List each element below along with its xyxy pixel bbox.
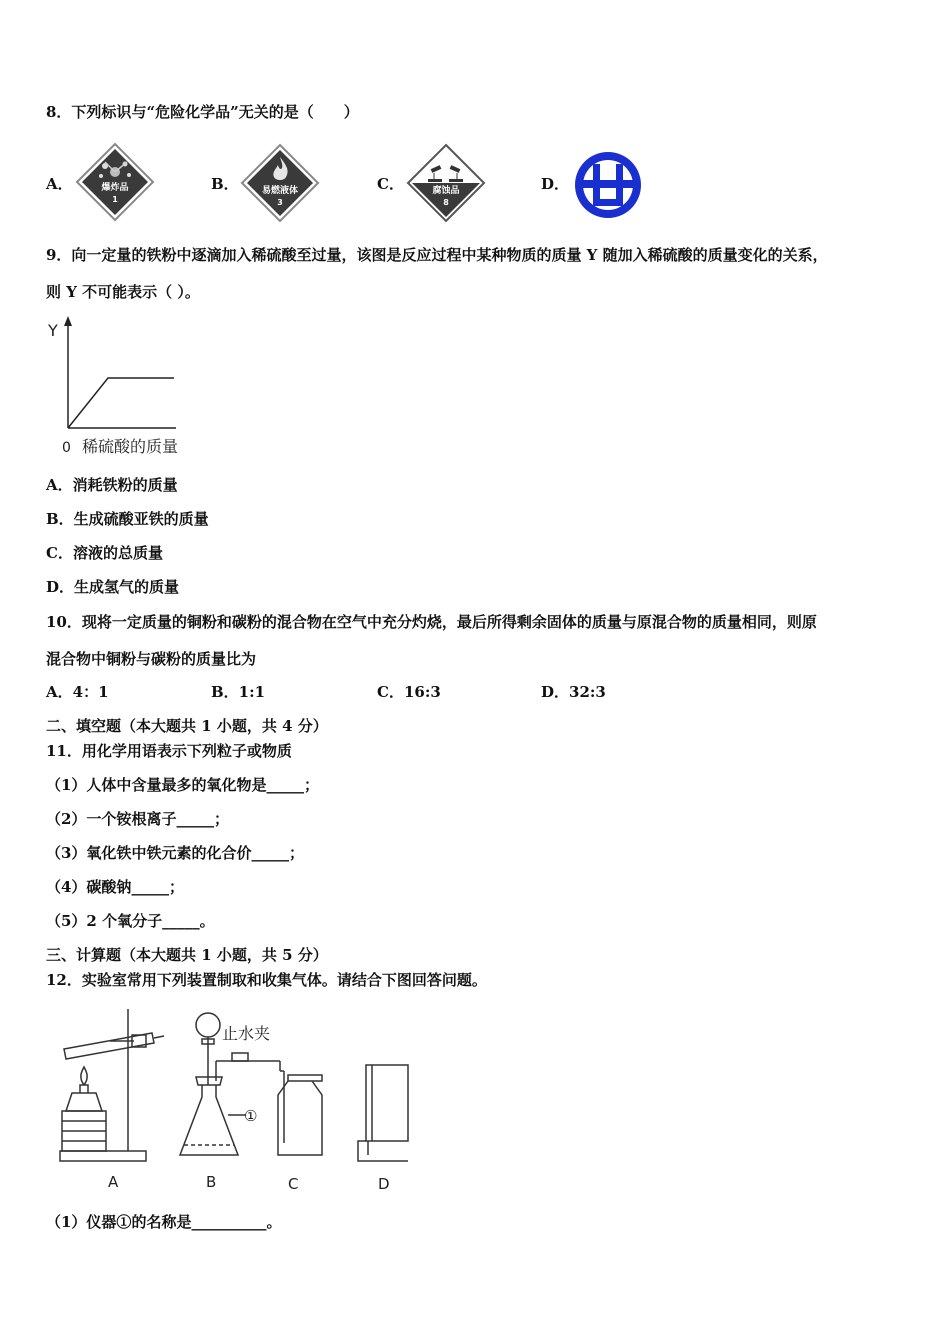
corrosive-sign-text: 腐蚀品 <box>432 186 460 196</box>
section2-heading: 二、填空题（本大题共 1 小题，共 4 分） <box>46 717 328 735</box>
q9-option-b: B．生成硫酸亚铁的质量 <box>46 510 209 528</box>
flammable-sign-text: 易燃液体 <box>261 186 299 196</box>
corrosive-sign-num: 8 <box>443 198 449 207</box>
q10-option-c: C．16:3 <box>377 683 441 701</box>
apparatus-a <box>60 1009 164 1161</box>
q9-stem-line1: 9．向一定量的铁粉中逐滴加入稀硫酸至过量，该图是反应过程中某种物质的质量 Y 随加入稀硫酸的质量变化的关系， <box>46 246 828 264</box>
q10-option-a: A．4：1 <box>46 683 109 701</box>
q11-stem: 11．用化学用语表示下列粒子或物质 <box>46 742 292 760</box>
q9-option-a: A．消耗铁粉的质量 <box>46 476 178 494</box>
explosive-sign-text: 爆炸品 <box>101 183 129 193</box>
apparatus-label-d: D <box>378 1175 390 1193</box>
apparatus-label-c: C <box>288 1175 299 1193</box>
q9-stem-line2: 则 Y 不可能表示（ ）。 <box>46 283 200 301</box>
corrosive-sign-icon <box>406 143 486 223</box>
q11-item-1: （1）人体中含量最多的氧化物是_____； <box>46 776 319 794</box>
explosive-sign-num: 1 <box>112 195 118 204</box>
q9-graph-y-label: Y <box>48 321 58 340</box>
apparatus-d <box>358 1065 408 1161</box>
q10-option-b: B．1:1 <box>211 683 266 701</box>
q9-graph-x-label: 稀硫酸的质量 <box>82 437 179 456</box>
apparatus-clamp-label: 止水夹 <box>222 1024 271 1043</box>
q9-option-d: D．生成氢气的质量 <box>46 578 180 596</box>
q8-option-a-label: A． <box>46 175 73 193</box>
q11-item-4: （4）碳酸钠_____； <box>46 878 184 896</box>
apparatus-c <box>278 1071 322 1155</box>
section3-heading: 三、计算题（本大题共 1 小题，共 5 分） <box>46 946 328 964</box>
q10-option-d: D．32:3 <box>541 683 606 701</box>
lab-apparatus-diagram <box>52 1005 452 1195</box>
q8-option-d-label: D． <box>541 175 570 193</box>
flammable-sign-num: 3 <box>277 198 283 207</box>
explosive-hazard-sign-icon <box>75 142 155 222</box>
q9-line-graph <box>42 312 202 462</box>
blue-circle-logo-icon <box>573 150 643 220</box>
q12-sub1: （1）仪器①的名称是__________。 <box>46 1213 282 1231</box>
q11-item-2: （2）一个铵根离子_____； <box>46 810 229 828</box>
q10-stem-line1: 10．现将一定质量的铜粉和碳粉的混合物在空气中充分灼烧，最后所得剩余固体的质量与原混合物的质量相同，则原 <box>46 613 817 631</box>
flammable-liquid-sign-icon <box>240 143 320 223</box>
q8-option-b-label: B． <box>211 175 239 193</box>
q8-stem: 8．下列标识与“危险化学品”无关的是（ ） <box>46 103 359 121</box>
q9-graph-origin: 0 <box>62 440 71 456</box>
q8-option-c-label: C． <box>377 175 404 193</box>
q12-stem: 12．实验室常用下列装置制取和收集气体。请结合下图回答问题。 <box>46 971 487 989</box>
apparatus-marker-1: ① <box>244 1107 258 1125</box>
q9-option-c: C．溶液的总质量 <box>46 544 163 562</box>
q11-item-5: （5）2 个氧分子_____。 <box>46 912 215 930</box>
q10-stem-line2: 混合物中铜粉与碳粉的质量比为 <box>46 650 257 668</box>
apparatus-label-a: A <box>108 1173 119 1191</box>
apparatus-label-b: B <box>206 1173 217 1191</box>
q11-item-3: （3）氧化铁中铁元素的化合价_____； <box>46 844 304 862</box>
